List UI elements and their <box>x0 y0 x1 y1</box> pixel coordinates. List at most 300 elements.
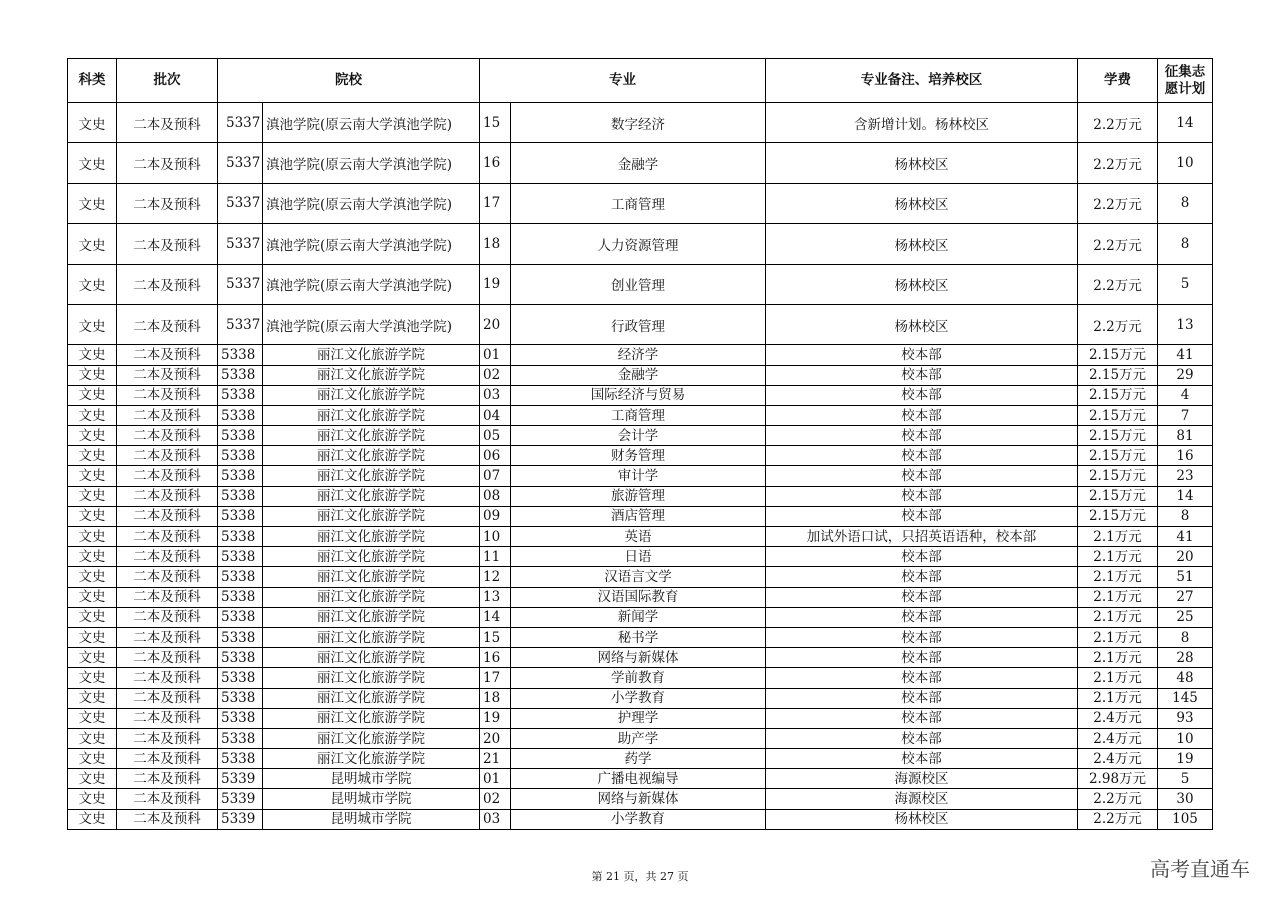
major-notes-cell: 杨林校区 <box>766 183 1078 223</box>
major-notes-cell: 校本部 <box>766 749 1078 769</box>
college-name-cell: 丽江文化旅游学院 <box>263 547 480 567</box>
major-code-cell: 03 <box>480 809 511 829</box>
major-code-cell: 17 <box>480 668 511 688</box>
major-notes-cell: 校本部 <box>766 627 1078 647</box>
subject-type-cell: 文史 <box>68 345 117 365</box>
major-code-cell: 16 <box>480 143 511 183</box>
major-notes-cell: 杨林校区 <box>766 809 1078 829</box>
college-code-cell: 5338 <box>218 688 263 708</box>
major-notes-cell: 校本部 <box>766 365 1078 385</box>
batch-cell: 二本及预科 <box>117 345 218 365</box>
batch-cell: 二本及预科 <box>117 385 218 405</box>
major-name-cell: 国际经济与贸易 <box>511 385 766 405</box>
major-code-cell: 13 <box>480 587 511 607</box>
major-name-cell: 英语 <box>511 527 766 547</box>
subject-type-cell: 文史 <box>68 587 117 607</box>
batch-cell: 二本及预科 <box>117 749 218 769</box>
tuition-cell: 2.1万元 <box>1078 567 1158 587</box>
table-row <box>68 103 1213 143</box>
college-code-cell: 5338 <box>218 567 263 587</box>
major-notes-cell: 校本部 <box>766 547 1078 567</box>
batch-cell: 二本及预科 <box>117 728 218 748</box>
subject-type-cell: 文史 <box>68 224 117 264</box>
major-code-cell: 21 <box>480 749 511 769</box>
major-code-cell: 03 <box>480 385 511 405</box>
subject-type-cell: 文史 <box>68 567 117 587</box>
subject-type-cell: 文史 <box>68 304 117 344</box>
table-row <box>68 506 1213 526</box>
table-row <box>68 567 1213 587</box>
tuition-cell: 2.1万元 <box>1078 688 1158 708</box>
subject-type-cell: 文史 <box>68 688 117 708</box>
major-notes-cell: 校本部 <box>766 405 1078 425</box>
major-code-cell: 15 <box>480 627 511 647</box>
admission-plan-table <box>67 58 1213 830</box>
table-row <box>68 708 1213 728</box>
tuition-cell: 2.1万元 <box>1078 648 1158 668</box>
header-batch: 批次 <box>117 59 218 103</box>
college-code-cell: 5338 <box>218 708 263 728</box>
major-code-cell: 15 <box>480 103 511 143</box>
table-row <box>68 143 1213 183</box>
batch-cell: 二本及预科 <box>117 547 218 567</box>
major-code-cell: 01 <box>480 769 511 789</box>
college-name-cell: 昆明城市学院 <box>263 809 480 829</box>
major-name-cell: 网络与新媒体 <box>511 648 766 668</box>
table-row <box>68 547 1213 567</box>
header-major: 专业 <box>480 59 766 103</box>
batch-cell: 二本及预科 <box>117 446 218 466</box>
college-name-cell: 丽江文化旅游学院 <box>263 446 480 466</box>
tuition-cell: 2.2万元 <box>1078 264 1158 304</box>
subject-type-cell: 文史 <box>68 809 117 829</box>
plan-count-cell: 16 <box>1158 446 1213 466</box>
major-code-cell: 20 <box>480 304 511 344</box>
college-name-cell: 滇池学院(原云南大学滇池学院) <box>263 264 480 304</box>
subject-type-cell: 文史 <box>68 769 117 789</box>
major-notes-cell: 加试外语口试，只招英语语种，校本部 <box>766 527 1078 547</box>
plan-count-cell: 5 <box>1158 769 1213 789</box>
major-notes-cell: 校本部 <box>766 446 1078 466</box>
plan-count-cell: 4 <box>1158 385 1213 405</box>
batch-cell: 二本及预科 <box>117 527 218 547</box>
tuition-cell: 2.15万元 <box>1078 365 1158 385</box>
table-row <box>68 345 1213 365</box>
subject-type-cell: 文史 <box>68 426 117 446</box>
college-name-cell: 丽江文化旅游学院 <box>263 345 480 365</box>
major-name-cell: 小学教育 <box>511 809 766 829</box>
college-name-cell: 丽江文化旅游学院 <box>263 506 480 526</box>
major-notes-cell: 校本部 <box>766 426 1078 446</box>
major-name-cell: 会计学 <box>511 426 766 446</box>
table-row <box>68 466 1213 486</box>
subject-type-cell: 文史 <box>68 405 117 425</box>
major-code-cell: 02 <box>480 789 511 809</box>
page-footer: 第 21 页，共 27 页 <box>591 870 689 883</box>
major-name-cell: 金融学 <box>511 365 766 385</box>
plan-count-cell: 8 <box>1158 183 1213 223</box>
major-name-cell: 人力资源管理 <box>511 224 766 264</box>
batch-cell: 二本及预科 <box>117 103 218 143</box>
batch-cell: 二本及预科 <box>117 809 218 829</box>
table-row <box>68 183 1213 223</box>
tuition-cell: 2.1万元 <box>1078 668 1158 688</box>
subject-type-cell: 文史 <box>68 183 117 223</box>
college-name-cell: 丽江文化旅游学院 <box>263 749 480 769</box>
college-code-cell: 5338 <box>218 345 263 365</box>
major-name-cell: 小学教育 <box>511 688 766 708</box>
subject-type-cell: 文史 <box>68 143 117 183</box>
batch-cell: 二本及预科 <box>117 627 218 647</box>
tuition-cell: 2.2万元 <box>1078 789 1158 809</box>
tuition-cell: 2.15万元 <box>1078 385 1158 405</box>
major-notes-cell: 含新增计划。杨林校区 <box>766 103 1078 143</box>
major-name-cell: 新闻学 <box>511 607 766 627</box>
major-code-cell: 08 <box>480 486 511 506</box>
batch-cell: 二本及预科 <box>117 405 218 425</box>
major-notes-cell: 海源校区 <box>766 769 1078 789</box>
plan-count-cell: 10 <box>1158 143 1213 183</box>
table-row <box>68 789 1213 809</box>
plan-count-cell: 105 <box>1158 809 1213 829</box>
major-notes-cell: 校本部 <box>766 567 1078 587</box>
major-notes-cell: 校本部 <box>766 607 1078 627</box>
major-notes-cell: 杨林校区 <box>766 143 1078 183</box>
college-name-cell: 丽江文化旅游学院 <box>263 728 480 748</box>
major-code-cell: 02 <box>480 365 511 385</box>
table-row <box>68 688 1213 708</box>
major-name-cell: 工商管理 <box>511 405 766 425</box>
college-name-cell: 丽江文化旅游学院 <box>263 668 480 688</box>
batch-cell: 二本及预科 <box>117 506 218 526</box>
major-notes-cell: 杨林校区 <box>766 224 1078 264</box>
college-code-cell: 5338 <box>218 506 263 526</box>
subject-type-cell: 文史 <box>68 648 117 668</box>
plan-count-cell: 145 <box>1158 688 1213 708</box>
plan-count-cell: 8 <box>1158 224 1213 264</box>
tuition-cell: 2.1万元 <box>1078 607 1158 627</box>
college-name-cell: 丽江文化旅游学院 <box>263 587 480 607</box>
table-row <box>68 769 1213 789</box>
plan-count-cell: 5 <box>1158 264 1213 304</box>
college-code-cell: 5338 <box>218 547 263 567</box>
major-code-cell: 11 <box>480 547 511 567</box>
major-name-cell: 工商管理 <box>511 183 766 223</box>
subject-type-cell: 文史 <box>68 446 117 466</box>
batch-cell: 二本及预科 <box>117 708 218 728</box>
tuition-cell: 2.15万元 <box>1078 506 1158 526</box>
college-name-cell: 滇池学院(原云南大学滇池学院) <box>263 224 480 264</box>
college-code-cell: 5338 <box>218 749 263 769</box>
major-name-cell: 助产学 <box>511 728 766 748</box>
tuition-cell: 2.1万元 <box>1078 527 1158 547</box>
major-notes-cell: 校本部 <box>766 587 1078 607</box>
plan-count-cell: 23 <box>1158 466 1213 486</box>
tuition-cell: 2.2万元 <box>1078 304 1158 344</box>
major-code-cell: 14 <box>480 607 511 627</box>
batch-cell: 二本及预科 <box>117 607 218 627</box>
table-row <box>68 587 1213 607</box>
tuition-cell: 2.1万元 <box>1078 547 1158 567</box>
batch-cell: 二本及预科 <box>117 143 218 183</box>
major-notes-cell: 校本部 <box>766 648 1078 668</box>
batch-cell: 二本及预科 <box>117 587 218 607</box>
header-major-notes: 专业备注、培养校区 <box>766 59 1078 103</box>
subject-type-cell: 文史 <box>68 607 117 627</box>
major-code-cell: 05 <box>480 426 511 446</box>
college-code-cell: 5338 <box>218 446 263 466</box>
tuition-cell: 2.2万元 <box>1078 183 1158 223</box>
plan-count-cell: 41 <box>1158 345 1213 365</box>
college-code-cell: 5338 <box>218 668 263 688</box>
plan-count-cell: 13 <box>1158 304 1213 344</box>
plan-count-cell: 51 <box>1158 567 1213 587</box>
plan-count-cell: 93 <box>1158 708 1213 728</box>
plan-count-cell: 81 <box>1158 426 1213 446</box>
college-name-cell: 丽江文化旅游学院 <box>263 365 480 385</box>
college-code-cell: 5338 <box>218 648 263 668</box>
college-code-cell: 5338 <box>218 486 263 506</box>
college-name-cell: 滇池学院(原云南大学滇池学院) <box>263 304 480 344</box>
major-code-cell: 16 <box>480 648 511 668</box>
tuition-cell: 2.2万元 <box>1078 224 1158 264</box>
watermark: 高考直通车 <box>1150 857 1250 881</box>
batch-cell: 二本及预科 <box>117 426 218 446</box>
college-code-cell: 5337 <box>218 224 263 264</box>
tuition-cell: 2.2万元 <box>1078 103 1158 143</box>
batch-cell: 二本及预科 <box>117 769 218 789</box>
table-row <box>68 426 1213 446</box>
batch-cell: 二本及预科 <box>117 466 218 486</box>
major-notes-cell: 校本部 <box>766 486 1078 506</box>
subject-type-cell: 文史 <box>68 749 117 769</box>
subject-type-cell: 文史 <box>68 789 117 809</box>
tuition-cell: 2.15万元 <box>1078 466 1158 486</box>
batch-cell: 二本及预科 <box>117 224 218 264</box>
subject-type-cell: 文史 <box>68 385 117 405</box>
batch-cell: 二本及预科 <box>117 668 218 688</box>
college-code-cell: 5337 <box>218 143 263 183</box>
major-code-cell: 19 <box>480 708 511 728</box>
major-notes-cell: 校本部 <box>766 345 1078 365</box>
college-code-cell: 5338 <box>218 627 263 647</box>
subject-type-cell: 文史 <box>68 668 117 688</box>
table-row <box>68 668 1213 688</box>
major-name-cell: 汉语国际教育 <box>511 587 766 607</box>
major-notes-cell: 校本部 <box>766 668 1078 688</box>
plan-count-cell: 7 <box>1158 405 1213 425</box>
plan-count-cell: 48 <box>1158 668 1213 688</box>
table-row <box>68 627 1213 647</box>
major-notes-cell: 海源校区 <box>766 789 1078 809</box>
major-code-cell: 10 <box>480 527 511 547</box>
tuition-cell: 2.1万元 <box>1078 587 1158 607</box>
major-code-cell: 04 <box>480 405 511 425</box>
batch-cell: 二本及预科 <box>117 304 218 344</box>
major-code-cell: 09 <box>480 506 511 526</box>
batch-cell: 二本及预科 <box>117 688 218 708</box>
subject-type-cell: 文史 <box>68 103 117 143</box>
tuition-cell: 2.4万元 <box>1078 749 1158 769</box>
plan-count-cell: 28 <box>1158 648 1213 668</box>
major-code-cell: 06 <box>480 446 511 466</box>
tuition-cell: 2.2万元 <box>1078 143 1158 183</box>
tuition-cell: 2.98万元 <box>1078 769 1158 789</box>
subject-type-cell: 文史 <box>68 506 117 526</box>
major-name-cell: 秘书学 <box>511 627 766 647</box>
college-code-cell: 5337 <box>218 304 263 344</box>
major-code-cell: 01 <box>480 345 511 365</box>
table-row <box>68 365 1213 385</box>
college-code-cell: 5338 <box>218 728 263 748</box>
header-solicitation-plan <box>1158 59 1213 103</box>
college-name-cell: 丽江文化旅游学院 <box>263 627 480 647</box>
college-name-cell: 昆明城市学院 <box>263 769 480 789</box>
college-code-cell: 5338 <box>218 426 263 446</box>
major-name-cell: 药学 <box>511 749 766 769</box>
college-code-cell: 5339 <box>218 789 263 809</box>
plan-count-cell: 8 <box>1158 506 1213 526</box>
subject-type-cell: 文史 <box>68 527 117 547</box>
tuition-cell: 2.15万元 <box>1078 426 1158 446</box>
tuition-cell: 2.2万元 <box>1078 809 1158 829</box>
tuition-cell: 2.4万元 <box>1078 728 1158 748</box>
major-code-cell: 07 <box>480 466 511 486</box>
subject-type-cell: 文史 <box>68 708 117 728</box>
tuition-cell: 2.15万元 <box>1078 486 1158 506</box>
table-row <box>68 607 1213 627</box>
plan-count-cell: 25 <box>1158 607 1213 627</box>
major-notes-cell: 校本部 <box>766 385 1078 405</box>
batch-cell: 二本及预科 <box>117 264 218 304</box>
college-name-cell: 丽江文化旅游学院 <box>263 486 480 506</box>
header-plan-line1: 征集志 <box>1164 63 1206 80</box>
major-name-cell: 金融学 <box>511 143 766 183</box>
major-notes-cell: 校本部 <box>766 506 1078 526</box>
plan-count-cell: 20 <box>1158 547 1213 567</box>
college-name-cell: 丽江文化旅游学院 <box>263 405 480 425</box>
plan-count-cell: 41 <box>1158 527 1213 547</box>
major-notes-cell: 校本部 <box>766 708 1078 728</box>
major-name-cell: 护理学 <box>511 708 766 728</box>
college-code-cell: 5338 <box>218 365 263 385</box>
table-row <box>68 648 1213 668</box>
college-code-cell: 5337 <box>218 183 263 223</box>
major-name-cell: 旅游管理 <box>511 486 766 506</box>
header-subject-type: 科类 <box>68 59 117 103</box>
college-name-cell: 丽江文化旅游学院 <box>263 567 480 587</box>
major-code-cell: 18 <box>480 688 511 708</box>
major-name-cell: 数字经济 <box>511 103 766 143</box>
college-name-cell: 丽江文化旅游学院 <box>263 708 480 728</box>
college-code-cell: 5338 <box>218 527 263 547</box>
plan-count-cell: 27 <box>1158 587 1213 607</box>
tuition-cell: 2.15万元 <box>1078 345 1158 365</box>
college-name-cell: 昆明城市学院 <box>263 789 480 809</box>
major-code-cell: 18 <box>480 224 511 264</box>
subject-type-cell: 文史 <box>68 365 117 385</box>
major-name-cell: 经济学 <box>511 345 766 365</box>
major-name-cell: 审计学 <box>511 466 766 486</box>
batch-cell: 二本及预科 <box>117 789 218 809</box>
subject-type-cell: 文史 <box>68 486 117 506</box>
college-name-cell: 丽江文化旅游学院 <box>263 607 480 627</box>
batch-cell: 二本及预科 <box>117 648 218 668</box>
plan-count-cell: 29 <box>1158 365 1213 385</box>
major-notes-cell: 校本部 <box>766 688 1078 708</box>
college-name-cell: 丽江文化旅游学院 <box>263 527 480 547</box>
header-plan-line2: 愿计划 <box>1164 80 1206 97</box>
subject-type-cell: 文史 <box>68 627 117 647</box>
major-name-cell: 广播电视编导 <box>511 769 766 789</box>
major-name-cell: 学前教育 <box>511 668 766 688</box>
plan-count-cell: 10 <box>1158 728 1213 748</box>
table-row <box>68 446 1213 466</box>
plan-count-cell: 8 <box>1158 627 1213 647</box>
college-code-cell: 5338 <box>218 607 263 627</box>
major-code-cell: 17 <box>480 183 511 223</box>
major-name-cell: 酒店管理 <box>511 506 766 526</box>
major-name-cell: 日语 <box>511 547 766 567</box>
table-row <box>68 486 1213 506</box>
table-row <box>68 304 1213 344</box>
tuition-cell: 2.15万元 <box>1078 446 1158 466</box>
header-tuition: 学费 <box>1078 59 1158 103</box>
college-name-cell: 滇池学院(原云南大学滇池学院) <box>263 143 480 183</box>
table-row <box>68 809 1213 829</box>
tuition-cell: 2.4万元 <box>1078 708 1158 728</box>
college-name-cell: 丽江文化旅游学院 <box>263 426 480 446</box>
table-row <box>68 264 1213 304</box>
table-row <box>68 385 1213 405</box>
college-code-cell: 5337 <box>218 264 263 304</box>
table-header-row <box>68 59 1213 103</box>
major-name-cell: 创业管理 <box>511 264 766 304</box>
major-name-cell: 汉语言文学 <box>511 567 766 587</box>
major-code-cell: 19 <box>480 264 511 304</box>
plan-count-cell: 14 <box>1158 103 1213 143</box>
college-code-cell: 5338 <box>218 466 263 486</box>
major-name-cell: 财务管理 <box>511 446 766 466</box>
tuition-cell: 2.15万元 <box>1078 405 1158 425</box>
table-row <box>68 224 1213 264</box>
major-code-cell: 12 <box>480 567 511 587</box>
college-code-cell: 5338 <box>218 405 263 425</box>
subject-type-cell: 文史 <box>68 547 117 567</box>
table-row <box>68 749 1213 769</box>
college-code-cell: 5338 <box>218 385 263 405</box>
batch-cell: 二本及预科 <box>117 486 218 506</box>
major-name-cell: 行政管理 <box>511 304 766 344</box>
major-name-cell: 网络与新媒体 <box>511 789 766 809</box>
college-name-cell: 丽江文化旅游学院 <box>263 688 480 708</box>
table-row <box>68 527 1213 547</box>
header-college: 院校 <box>218 59 480 103</box>
college-name-cell: 滇池学院(原云南大学滇池学院) <box>263 183 480 223</box>
plan-count-cell: 30 <box>1158 789 1213 809</box>
college-code-cell: 5338 <box>218 587 263 607</box>
subject-type-cell: 文史 <box>68 466 117 486</box>
college-code-cell: 5339 <box>218 809 263 829</box>
plan-count-cell: 14 <box>1158 486 1213 506</box>
college-name-cell: 丽江文化旅游学院 <box>263 648 480 668</box>
table-row <box>68 405 1213 425</box>
major-notes-cell: 杨林校区 <box>766 304 1078 344</box>
batch-cell: 二本及预科 <box>117 365 218 385</box>
batch-cell: 二本及预科 <box>117 183 218 223</box>
tuition-cell: 2.1万元 <box>1078 627 1158 647</box>
table-body <box>68 103 1213 830</box>
